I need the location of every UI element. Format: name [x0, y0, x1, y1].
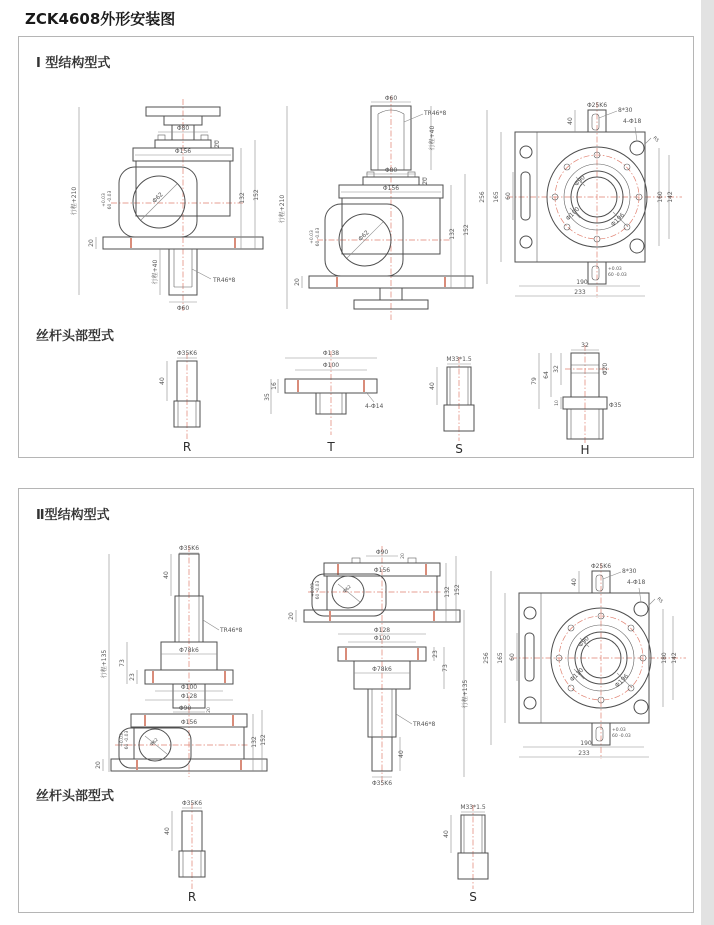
- dim-d60: Φ60: [384, 95, 398, 102]
- centerlines: [511, 563, 686, 759]
- dim-35: 35: [264, 393, 271, 401]
- dim-20-base: 20: [288, 612, 295, 620]
- dim-d80: Φ80: [176, 125, 190, 132]
- dim-32-top: 32: [581, 342, 589, 349]
- dim-d60: Φ60: [176, 305, 190, 312]
- head-label-s: S: [469, 890, 477, 904]
- dim-60-slot: 60: [505, 192, 512, 200]
- dim-64: 64: [543, 371, 550, 379]
- label-holes: 4-Φ18: [627, 579, 646, 586]
- dim-d35k6: Φ35K6: [181, 800, 203, 807]
- dim-d90: Φ90: [375, 549, 389, 556]
- dim-152: 152: [253, 189, 260, 201]
- dim-d156: Φ156: [180, 719, 198, 726]
- dim-16: 16: [271, 382, 278, 390]
- dim-d78k6: Φ78k6: [179, 647, 199, 654]
- dim-d90: Φ90: [577, 635, 591, 649]
- dim-256: 256: [479, 191, 486, 203]
- dim-40: 40: [429, 382, 436, 390]
- dim-d35: Φ35: [609, 402, 622, 409]
- dim-152: 152: [454, 584, 461, 596]
- dimensions: [287, 102, 465, 309]
- label-r5: R5: [655, 596, 664, 605]
- dim-20: 20: [214, 140, 221, 148]
- label-thread: TR46*8: [213, 277, 236, 284]
- page-title: ZCK4608外形安装图: [25, 10, 176, 28]
- dim-40: 40: [567, 117, 574, 125]
- head-label-s: S: [455, 442, 463, 456]
- dim-tol-plus: +0.03: [608, 267, 622, 272]
- dim-142: 142: [667, 191, 674, 203]
- dim-60-slot: 60: [509, 653, 516, 661]
- dim-73: 73: [442, 664, 449, 672]
- dim-d196: Φ196: [609, 211, 627, 229]
- dim-d35k6: Φ35K6: [178, 545, 200, 552]
- dim-20: 20: [207, 707, 212, 713]
- dim-d62: Φ62: [342, 584, 353, 595]
- dim-d100: Φ100: [564, 205, 582, 223]
- view-type2-front-screw-down: [286, 544, 476, 789]
- dim-d156: Φ156: [373, 567, 391, 574]
- dim-d138: Φ138: [322, 350, 340, 357]
- head-type-h: [517, 341, 627, 457]
- dim-d25k6: Φ25K6: [590, 563, 612, 570]
- dim-79: 79: [531, 377, 538, 385]
- page-right-gutter: [701, 0, 714, 925]
- dim-d110: Φ110: [568, 666, 586, 684]
- dim-tol-minus: 60 -0.03: [125, 730, 130, 750]
- dim-d90: Φ90: [178, 705, 192, 712]
- dim-d156: Φ156: [174, 148, 192, 155]
- body-outline: [179, 811, 205, 877]
- label-key: 8*30: [618, 107, 633, 114]
- dim-d100: Φ100: [373, 635, 391, 642]
- dim-40: 40: [159, 377, 166, 385]
- dim-d90: Φ90: [573, 174, 587, 188]
- dim-160: 160: [657, 191, 664, 203]
- dim-d80: Φ80: [384, 167, 398, 174]
- head-type-t: [264, 345, 387, 457]
- head-type-r: [151, 347, 221, 457]
- label-holes: 4-Φ14: [365, 403, 384, 410]
- dim-132: 132: [251, 736, 258, 748]
- dim-stroke: 行程+135: [101, 649, 108, 679]
- dim-tol-plus: +0.03: [310, 230, 315, 244]
- dim-40: 40: [571, 578, 578, 586]
- view-type1-top: [477, 100, 692, 300]
- label-thread: TR46*8: [413, 721, 436, 728]
- head-label-h: H: [580, 443, 590, 457]
- dim-190: 190: [580, 740, 592, 747]
- dim-m33: M33*1.5: [446, 356, 472, 363]
- view-type1-front-screw-up: [271, 94, 476, 322]
- head-type-s: [431, 797, 511, 907]
- dim-165: 165: [497, 652, 504, 664]
- dim-d78k6: Φ78k6: [372, 666, 392, 673]
- dim-32: 32: [553, 365, 560, 373]
- dim-d62: Φ62: [151, 191, 165, 205]
- dim-d128: Φ128: [373, 627, 391, 634]
- dim-tol-plus: +0.03: [102, 193, 107, 207]
- dim-d62: Φ62: [149, 737, 160, 748]
- dim-23: 23: [432, 650, 439, 658]
- panel2-heads-header: 丝杆头部型式: [36, 789, 115, 804]
- label-thread: TR46*8: [220, 627, 243, 634]
- dim-stroke-total: 行程+210: [279, 194, 286, 224]
- dim-tol-plus: +0.03: [120, 733, 125, 747]
- dim-233: 233: [574, 289, 586, 296]
- dim-40: 40: [163, 571, 170, 579]
- dim-190: 190: [576, 279, 588, 286]
- dim-20: 20: [422, 177, 429, 185]
- dim-40: 40: [398, 750, 405, 758]
- panel2-header: Ⅱ型结构型式: [36, 508, 110, 523]
- label-holes: 4-Φ18: [623, 118, 642, 125]
- centerlines: [115, 546, 249, 777]
- dim-165: 165: [493, 191, 500, 203]
- dim-180: 180: [661, 652, 668, 664]
- panel1-header: Ⅰ 型结构型式: [36, 56, 111, 71]
- dim-d100: Φ100: [180, 684, 198, 691]
- dim-tol-minus: 60 -0.03: [316, 227, 321, 247]
- dim-stroke-screw: 行程+40: [429, 125, 436, 151]
- dim-256: 256: [483, 652, 490, 664]
- dim-m33: M33*1.5: [460, 804, 486, 811]
- dim-tol-minus: 60 -0.03: [316, 580, 321, 600]
- dim-tol-plus: +0.03: [311, 583, 316, 597]
- dim-20-base: 20: [88, 239, 95, 247]
- dim-152: 152: [463, 224, 470, 236]
- head-label-r: R: [182, 440, 192, 454]
- head-label-t: T: [327, 440, 335, 454]
- dim-40: 40: [164, 827, 171, 835]
- label-key: 8*30: [622, 568, 637, 575]
- dim-20-base: 20: [95, 761, 102, 769]
- dim-233: 233: [578, 750, 590, 757]
- dim-d196: Φ196: [613, 672, 631, 690]
- view-type2-top: [481, 561, 696, 761]
- dim-stroke-total: 行程+210: [71, 186, 78, 216]
- dim-152: 152: [260, 734, 267, 746]
- dim-23: 23: [129, 673, 136, 681]
- body-outline: [174, 361, 200, 427]
- dim-d128: Φ128: [180, 693, 198, 700]
- dim-stroke: 行程+135: [462, 679, 469, 709]
- dim-132: 132: [239, 192, 246, 204]
- dim-40: 40: [443, 830, 450, 838]
- dim-73: 73: [119, 659, 126, 667]
- head-type-s: [417, 349, 497, 459]
- view-type1-front-screw-down: [63, 97, 263, 313]
- dim-tol-minus: 60 -0.03: [608, 273, 627, 278]
- label-r5: R5: [651, 135, 660, 144]
- dim-10: 10: [555, 400, 560, 406]
- dim-d25k6: Φ25K6: [586, 102, 608, 109]
- dim-d100: Φ100: [322, 362, 340, 369]
- view-type2-front-screw-up: [89, 544, 267, 779]
- head-label-r: R: [187, 890, 197, 904]
- dim-tol-plus: +0.03: [612, 728, 626, 733]
- dim-132: 132: [449, 228, 456, 240]
- dim-d62: Φ62: [357, 229, 371, 243]
- dim-20-base: 20: [294, 278, 301, 286]
- dim-142: 142: [671, 652, 678, 664]
- dim-d35k6: Φ35K6: [176, 350, 198, 357]
- dim-tol-minus: 60 -0.03: [108, 190, 113, 210]
- dim-132: 132: [444, 586, 451, 598]
- head-type-r: [156, 797, 226, 907]
- label-thread: TR46*8: [424, 110, 447, 117]
- dim-tol-minus: 60 -0.03: [612, 734, 631, 739]
- panel1-heads-header: 丝杆头部型式: [36, 329, 115, 344]
- dim-d156: Φ156: [382, 185, 400, 192]
- centerlines: [507, 102, 682, 298]
- dim-stroke-screw: 行程+40: [152, 259, 159, 285]
- dim-d20: Φ20: [602, 362, 609, 376]
- panel-type2: [18, 488, 694, 913]
- dim-20: 20: [401, 553, 406, 559]
- dim-d35k6: Φ35K6: [371, 780, 393, 787]
- panel-type1: [18, 36, 694, 458]
